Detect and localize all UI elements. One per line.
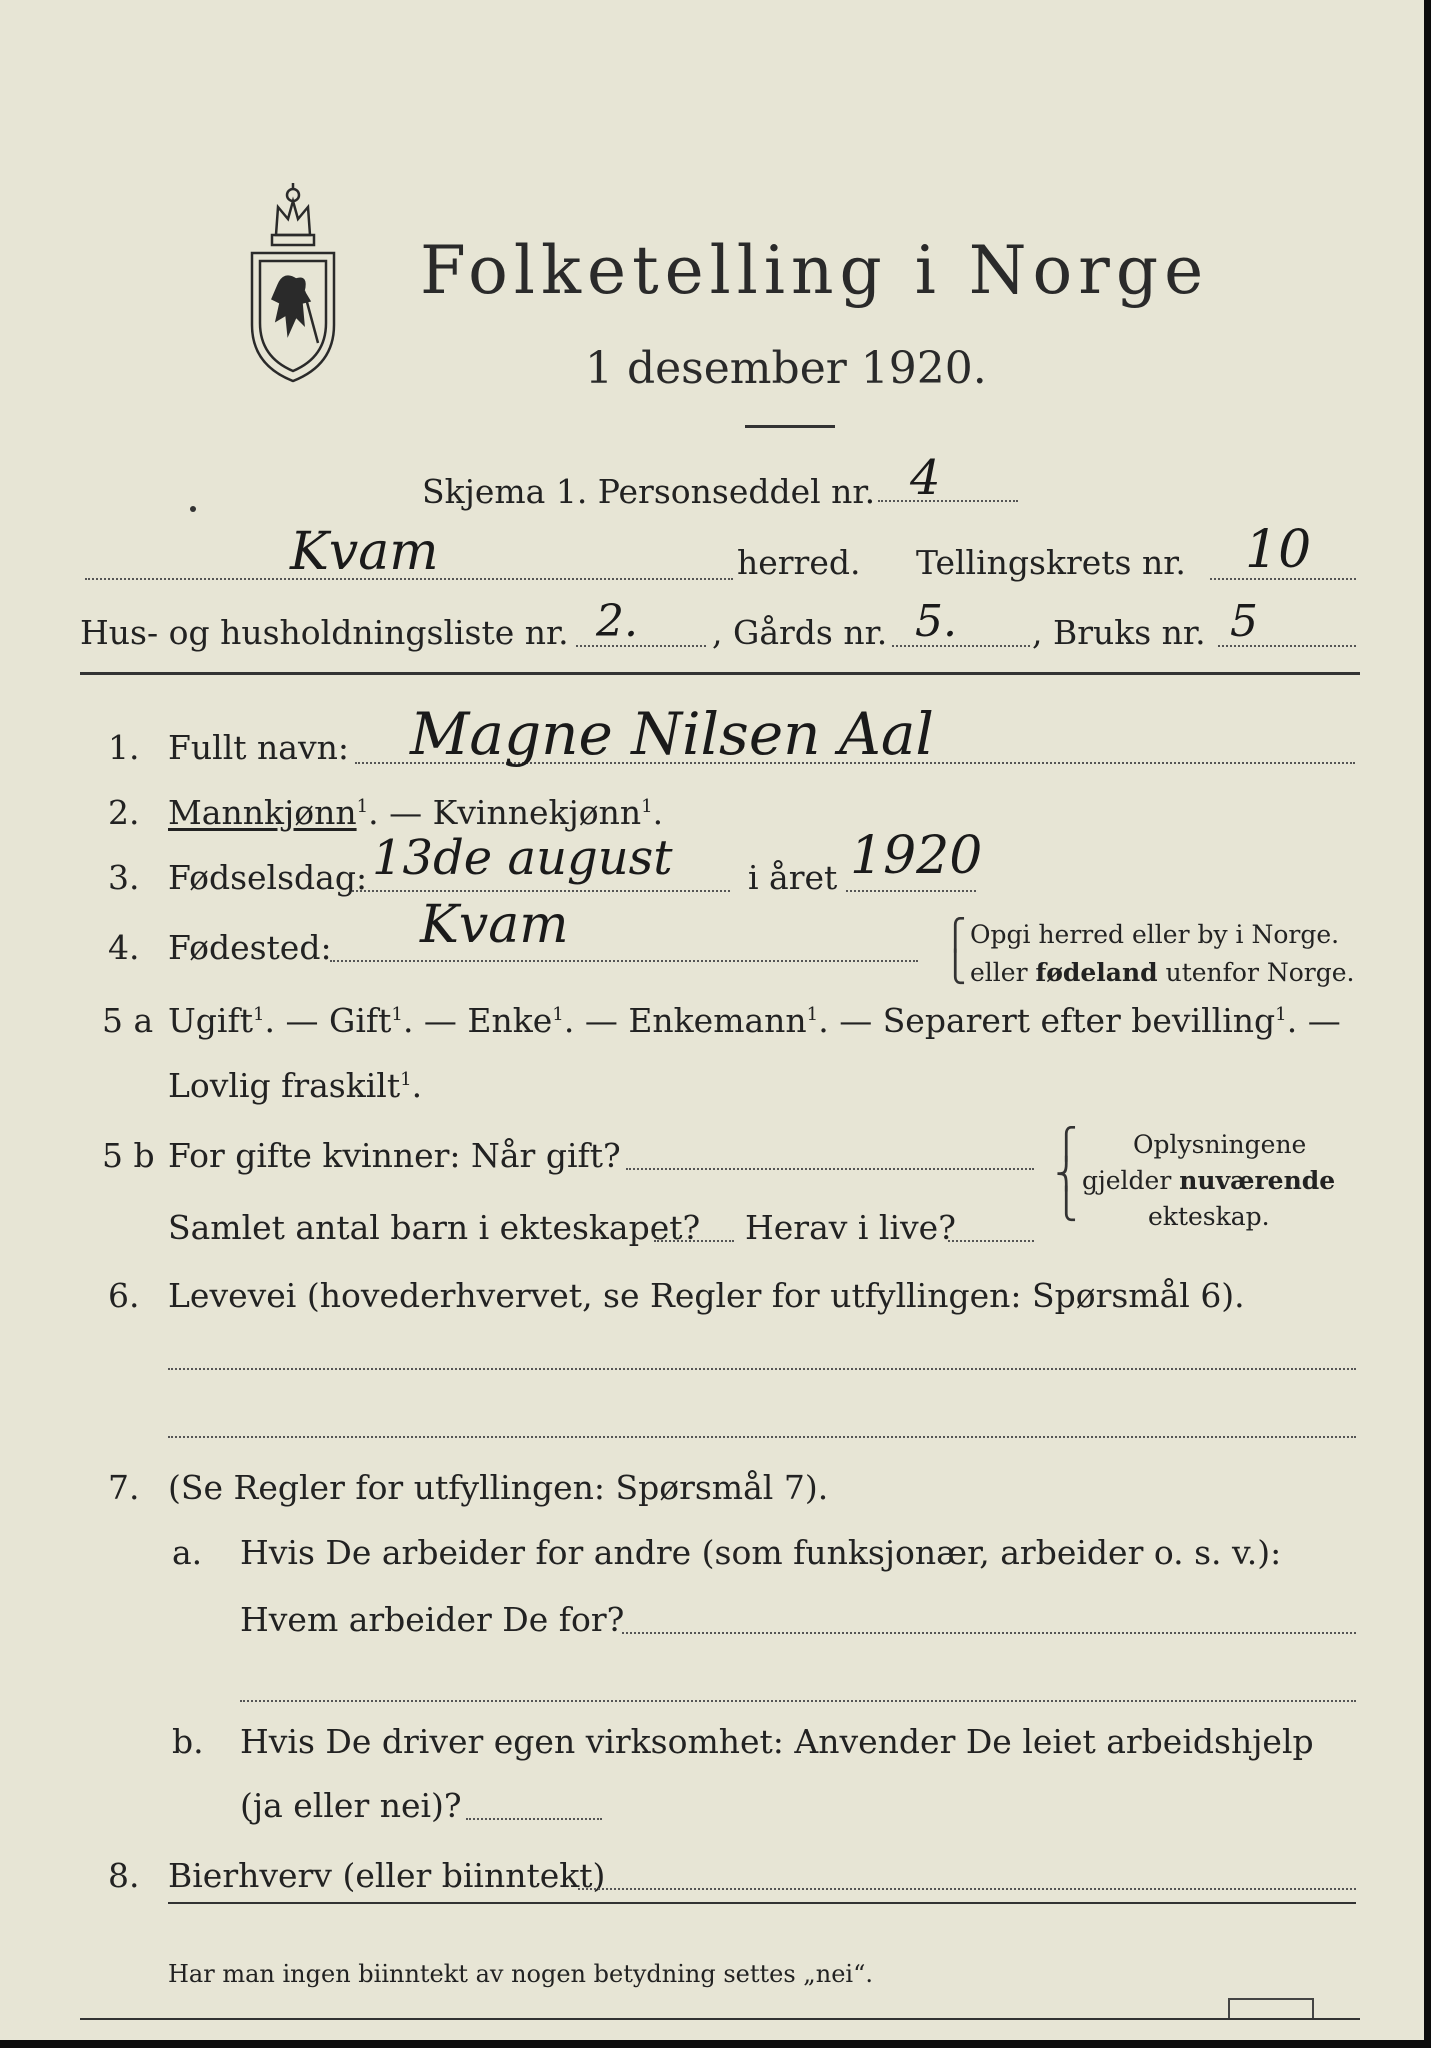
herred-label: herred. (737, 543, 861, 582)
children-alive-line[interactable] (948, 1240, 1034, 1242)
hus-label: Hus- og husholdningsliste nr. (80, 613, 569, 652)
birthday-line[interactable] (352, 890, 730, 892)
form-title: Folketelling i Norge (420, 232, 1210, 309)
form-date: 1 desember 1920. (585, 343, 987, 394)
full-name-value: Magne Nilsen Aal (410, 700, 934, 768)
q8-number: 8. (108, 1856, 140, 1895)
q5a-number: 5 a (102, 1001, 154, 1040)
q7-number: 7. (108, 1468, 140, 1507)
q6-label: Levevei (hovederhvervet, se Regler for utfyllingen: Spørsmål 6). (168, 1276, 1245, 1315)
children-count-line[interactable] (654, 1240, 734, 1242)
q4-brace: ⎧ ⎩ (944, 918, 967, 985)
q7a-letter: a. (172, 1533, 203, 1572)
occupation-line-2[interactable] (168, 1436, 1356, 1438)
bruks-value: 5 (1230, 596, 1258, 647)
hired-help-line[interactable] (466, 1818, 602, 1820)
enkemann-option[interactable]: Enkemann (628, 1001, 807, 1040)
separert-option[interactable]: Separert efter bevilling (882, 1001, 1276, 1040)
q8-rule (168, 1902, 1356, 1904)
q1-label: Fullt navn: (168, 728, 349, 767)
ugift-option[interactable]: Ugift (168, 1001, 253, 1040)
q1-number: 1. (108, 728, 140, 767)
q4-label: Fødested: (168, 928, 332, 967)
q5b-note-line1: Oplysningene (1133, 1130, 1307, 1159)
q4-note-line1: Opgi herred eller by i Norge. (970, 920, 1340, 949)
personseddel-value: 4 (910, 450, 941, 506)
q2-number: 2. (108, 793, 140, 832)
lovlig-fraskilt-option[interactable]: Lovlig fraskilt$^1$. (168, 1066, 423, 1105)
male-option[interactable]: Mannkjønn (168, 793, 357, 832)
q8-label: Bierhverv (eller biinntekt) (168, 1856, 606, 1895)
q5b-number: 5 b (102, 1136, 155, 1175)
q5b-note-line3: ekteskap. (1148, 1202, 1270, 1231)
hus-value: 2. (596, 596, 638, 647)
q4-number: 4. (108, 928, 140, 967)
bruks-label: , Bruks nr. (1032, 613, 1206, 652)
norwegian-coat-of-arms-icon (238, 175, 348, 385)
title-divider (745, 425, 835, 428)
employer-line-2[interactable] (240, 1700, 1356, 1702)
married-when-line[interactable] (626, 1168, 1034, 1170)
q3-number: 3. (108, 858, 140, 897)
q2-sex-options: Mannkjønn$^1$. — Kvinnekjønn$^1$. (168, 793, 664, 832)
side-income-line[interactable] (578, 1888, 1356, 1890)
printer-stamp-box (1228, 1998, 1314, 2018)
q7b-line2: (ja eller nei)? (240, 1786, 462, 1825)
schema-label: Skjema 1. Personseddel nr. (422, 472, 876, 511)
footer-rule (80, 2018, 1360, 2020)
q4-note-line2: eller fødeland utenfor Norge. (970, 958, 1355, 987)
herred-value: Kvam (290, 522, 439, 582)
q7a-line1: Hvis De arbeider for andre (som funksjonær, arbeider o. s. v.): (240, 1533, 1282, 1572)
q5b-alive-label: Herav i live? (745, 1208, 956, 1247)
q7b-line1: Hvis De driver egen virksomhet: Anvender De leiet arbeidshjelp (240, 1722, 1314, 1761)
tellingskrets-value: 10 (1245, 520, 1312, 580)
birthplace-line[interactable] (330, 960, 918, 962)
q7a-line2: Hvem arbeider De for? (240, 1600, 625, 1639)
q6-number: 6. (108, 1276, 140, 1315)
q5b-married-when-label: For gifte kvinner: Når gift? (168, 1136, 621, 1175)
enke-option[interactable]: Enke (467, 1001, 553, 1040)
ink-dot (190, 506, 196, 512)
gards-value: 5. (915, 596, 957, 647)
birthplace-value: Kvam (420, 895, 569, 955)
birthday-value: 13de august (372, 830, 673, 886)
q5b-brace: ⎧ ⎨ ⎩ (1055, 1127, 1078, 1222)
gards-line[interactable] (892, 645, 1030, 647)
gift-option[interactable]: Gift (329, 1001, 392, 1040)
employer-line-1[interactable] (622, 1632, 1356, 1634)
marital-status-options: Ugift$^1$. — Gift$^1$. — Enke$^1$. — Enkemann$^1$. — Separert efter bevilling$^1$. — (168, 1001, 1341, 1040)
q3-label: Fødselsdag: (168, 858, 368, 897)
gards-label: , Gårds nr. (712, 613, 888, 652)
female-option[interactable]: Kvinnekjønn (432, 793, 642, 832)
birth-year-value: 1920 (850, 826, 983, 886)
header-rule (80, 672, 1360, 675)
q5b-note-line2: gjelder nuværende (1082, 1166, 1336, 1195)
tellingskrets-label: Tellingskrets nr. (916, 543, 1186, 582)
birth-year-line[interactable] (846, 890, 976, 892)
q7-label: (Se Regler for utfyllingen: Spørsmål 7). (168, 1468, 829, 1507)
q7b-letter: b. (172, 1722, 204, 1761)
q5b-children-label: Samlet antal barn i ekteskapet? (168, 1208, 701, 1247)
occupation-line-1[interactable] (168, 1368, 1356, 1370)
footer-note: Har man ingen biinntekt av nogen betydning settes „nei“. (168, 1960, 873, 1988)
personseddel-line[interactable] (878, 500, 1018, 502)
year-label: i året (748, 858, 838, 897)
